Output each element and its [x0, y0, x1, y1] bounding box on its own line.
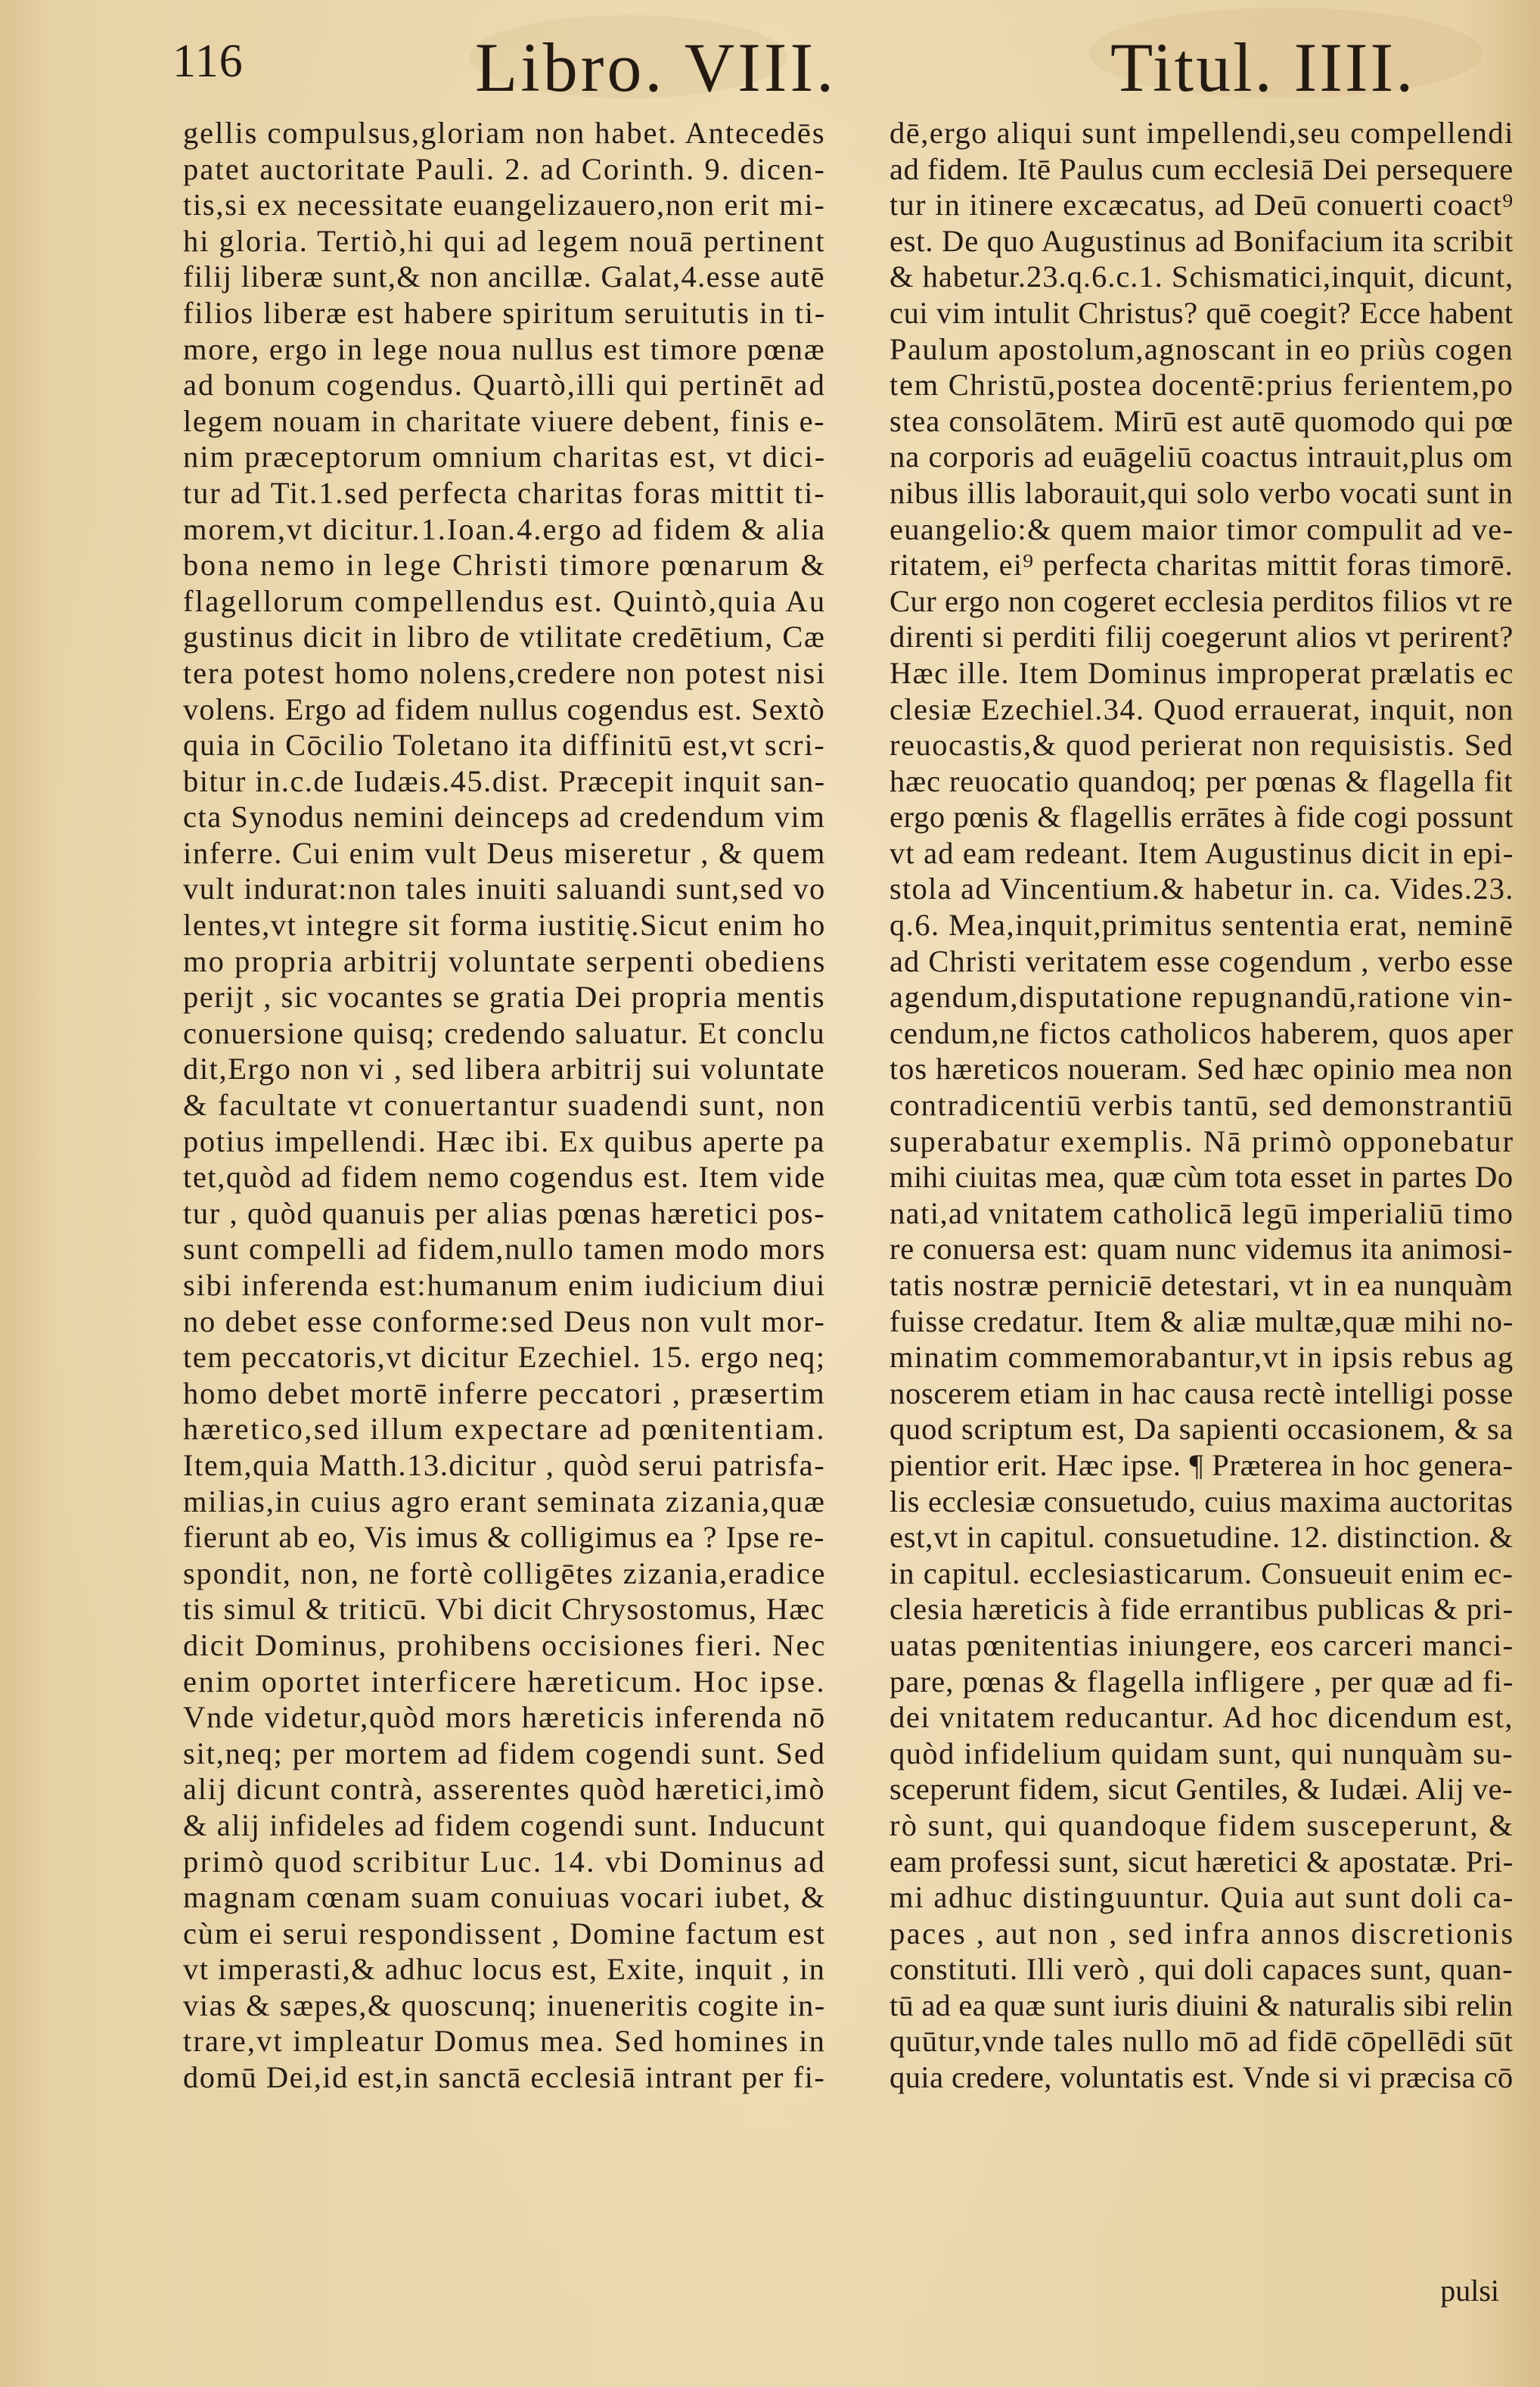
running-head-title: Titul. IIII. [1110, 29, 1416, 106]
text-line: gustinus dicit in libro de vtilitate credētium, Cæ [183, 620, 826, 654]
text-line: dē,ergo aliqui sunt impellendi,seu compellendi [890, 116, 1514, 150]
text-line: fuisse credatur. Item & aliæ multæ,quæ mihi no- [890, 1304, 1514, 1338]
text-line: vias & sæpes,& quoscunq; inueneritis cogite in- [183, 1988, 826, 2022]
text-line: filios liberæ est habere spiritum seruitutis in ti- [183, 295, 827, 330]
text-line: tis,si ex necessitate euangelizauero,non erit mi- [183, 188, 826, 222]
text-line: conuersione quisq; credendo saluatur. Et conclu [183, 1015, 826, 1050]
text-line: bitur in.c.de Iudæis.45.dist. Præcepit inquit san- [183, 763, 826, 798]
text-line: mihi ciuitas mea, quæ cùm tota esset in partes Do [890, 1160, 1514, 1195]
text-line: Paulum apostolum,agnoscant in eo priùs cogen [890, 331, 1514, 366]
text-line: cui vim intulit Christus? quē coegit? Ecce habent [890, 295, 1514, 330]
text-line: nati,ad vnitatem catholicā legū imperialiū timo [890, 1195, 1514, 1230]
text-line: hæretico,sed illum expectare ad pœnitentiam. [183, 1412, 827, 1447]
text-line: bona nemo in lege Christi timore pœnarum & [183, 548, 827, 583]
text-line: & alij infideles ad fidem cogendi sunt. Inducunt [183, 1807, 826, 1842]
text-line: sibi inferenda est:humanum enim iudicium diui [183, 1268, 827, 1302]
text-line: spondit, non, ne fortè colligētes zizania,eradice [183, 1556, 827, 1590]
text-line: ad Christi veritatem esse cogendum , verbo esse [890, 943, 1514, 978]
text-line: paces , aut non , sed infra annos discretionis [890, 1916, 1515, 1950]
text-line: tur ad Tit.1.sed perfecta charitas foras mittit ti- [183, 475, 826, 510]
text-line: pare, pœnas & flagella infligere , per quæ ad fi- [890, 1664, 1514, 1699]
text-line: lis ecclesiæ consuetudo, cuius maxima auctoritas [890, 1484, 1514, 1518]
text-line: Item,quia Matth.13.dicitur , quòd serui patrisfa- [183, 1447, 826, 1482]
text-line: rò sunt, qui quandoque fidem susceperunt, & [890, 1807, 1515, 1842]
text-line: sunt compelli ad fidem,nullo tamen modo mors [183, 1232, 827, 1267]
text-line: dit,Ergo non vi , sed libera arbitrij sui voluntate [183, 1052, 826, 1086]
text-line: ritatem, ei⁹ perfecta charitas mittit foras timorē. [890, 548, 1514, 583]
text-line: tur , quòd quanuis per alias pœnas hæretici pos- [183, 1195, 826, 1230]
text-line: Hæc ille. Item Dominus improperat prælatis ec [890, 655, 1514, 690]
text-line: quia credere, voluntatis est. Vnde si vi præcisa cō [890, 2060, 1514, 2095]
text-line: direnti si perditi filij coegerunt alios vt perirent? [890, 620, 1514, 654]
text-line: tem Christū,postea docentē:prius ferientem,po [890, 368, 1514, 402]
text-line: euangelio:& quem maior timor compulit ad ve- [890, 511, 1514, 546]
text-line: nibus illis laborauit,qui solo verbo vocati sunt in [890, 475, 1514, 510]
text-line: & facultate vt conuertantur suadendi sunt, non [183, 1088, 827, 1123]
text-line: & habetur.23.q.6.c.1. Schismatici,inquit, dicunt, [890, 260, 1514, 294]
text-line: vt imperasti,& adhuc locus est, Exite, inquit , in [183, 1952, 826, 1987]
text-line: na corporis ad euāgeliū coactus intrauit,plus om [890, 440, 1514, 474]
text-line: ad bonum cogendus. Quartò,illi qui pertinēt ad [183, 368, 826, 402]
text-line: morem,vt dicitur.1.Ioan.4.ergo ad fidem & alia [183, 511, 827, 546]
text-line: tū ad ea quæ sunt iuris diuini & naturalis sibi relin [890, 1988, 1514, 2022]
text-line: est. De quo Augustinus ad Bonifacium ita scribit [890, 223, 1514, 258]
text-line: reuocastis,& quod perierat non requisistis. Sed [890, 728, 1514, 763]
text-line: tera potest homo nolens,credere non potest nisi [183, 655, 827, 690]
text-line: noscerem etiam in hac causa rectè intelligi posse [890, 1375, 1514, 1410]
text-line: tos hæreticos noueram. Sed hæc opinio mea non [890, 1052, 1514, 1086]
text-line: quod scriptum est, Da sapienti occasionem, & sa [890, 1412, 1514, 1447]
text-line: sceperunt fidem, sicut Gentiles, & Iudæi. Alij ve- [890, 1772, 1514, 1807]
text-line: tis simul & triticū. Vbi dicit Chrysostomus, Hæc [183, 1592, 825, 1627]
text-line: magnam cœnam suam conuiuas vocari iubet, & [183, 1880, 827, 1915]
text-line: hi gloria. Tertiò,hi qui ad legem nouā pertinent [183, 223, 826, 258]
text-line: tem peccatoris,vt dicitur Ezechiel. 15. ergo neq; [183, 1340, 826, 1375]
text-line: volens. Ergo ad fidem nullus cogendus est. Sextò [183, 692, 825, 726]
text-line: filij liberæ sunt,& non ancillæ. Galat,4.esse autē [183, 260, 825, 294]
text-line: tatis nostræ perniciē detestari, vt in ea nunquàm [890, 1268, 1514, 1302]
text-line: vult indurat:non tales inuiti saluandi sunt,sed vo [183, 872, 826, 906]
text-line: potius impellendi. Hæc ibi. Ex quibus aperte pa [183, 1124, 826, 1158]
text-line: superabatur exemplis. Nā primò opponebatur [890, 1124, 1515, 1158]
text-line: eam professi sunt, sicut hæretici & apostatæ. Pri- [890, 1844, 1514, 1879]
text-line: legem nouam in charitate viuere debent, finis e- [183, 403, 826, 438]
text-line: mo propria arbitrij voluntate serpenti obediens [183, 943, 827, 978]
text-line: ergo pœnis & flagellis errātes à fide cogi possunt [890, 800, 1514, 835]
text-line: lentes,vt integre sit forma iustitię.Sicut enim ho [183, 908, 826, 943]
text-line: stea consolātem. Mirū est autē quomodo qui pœ [890, 403, 1514, 438]
text-line: patet auctoritate Pauli. 2. ad Corinth. 9. dicen- [183, 151, 826, 186]
text-line: inferre. Cui enim vult Deus miseretur , & quem [183, 835, 827, 870]
text-line: clesia hæreticis à fide errantibus publicas & pri- [890, 1592, 1514, 1627]
text-line: primò quod scribitur Luc. 14. vbi Dominus ad [183, 1844, 827, 1879]
text-line: tur in itinere excæcatus, ad Deū conuerti coact⁹ [890, 188, 1514, 222]
text-line: contradicentiū verbis tantū, sed demonstrantiū [890, 1088, 1514, 1123]
text-line: re conuersa est: quam nunc videmus ita animosi- [890, 1232, 1514, 1267]
text-line: domū Dei,id est,in sanctā ecclesiā intrant per fi- [183, 2060, 826, 2095]
text-line: minatim commemorabantur,vt in ipsis rebus ag [890, 1340, 1514, 1375]
text-line: agendum,disputatione repugnandū,ratione vin- [890, 980, 1514, 1015]
text-line: quia in Cōcilio Toletano ita diffinitū est,vt scri- [183, 728, 826, 763]
text-line: Cur ergo non cogeret ecclesia perditos filios vt re [890, 583, 1514, 618]
text-line: uatas pœnitentias iniungere, eos carceri manci- [890, 1627, 1514, 1662]
text-line: pientior erit. Hæc ipse. ¶ Præterea in hoc genera- [890, 1447, 1514, 1482]
text-line: q.6. Mea,inquit,primitus sententia erat, neminē [890, 908, 1514, 943]
text-line: sit,neq; per mortem ad fidem cogendi sunt. Sed [183, 1736, 826, 1770]
text-line: homo debet mortē inferre peccatori , præsertim [183, 1375, 826, 1410]
text-line: quòd infidelium quidam sunt, qui nunquàm su- [890, 1736, 1514, 1770]
catchword: pulsi [1440, 2274, 1499, 2308]
text-line: milias,in cuius agro erant seminata zizania,quæ [183, 1484, 826, 1518]
text-line: perijt , sic vocantes se gratia Dei propria mentis [183, 980, 826, 1015]
text-line: fierunt ab eo, Vis imus & colligimus ea ? Ipse re- [183, 1520, 825, 1555]
text-line: more, ergo in lege noua nullus est timore pœnæ [183, 331, 826, 366]
page-header [0, 14, 1540, 104]
text-line: quūtur,vnde tales nullo mō ad fidē cōpellēdi sūt [890, 2024, 1514, 2059]
text-line: clesiæ Ezechiel.34. Quod errauerat, inquit, non [890, 692, 1514, 726]
text-line: mi adhuc distinguuntur. Quia aut sunt doli ca- [890, 1880, 1515, 1915]
text-line: dei vnitatem reducantur. Ad hoc dicendum est, [890, 1700, 1514, 1735]
text-line: vt ad eam redeant. Item Augustinus dicit in epi- [890, 835, 1514, 870]
text-line: no debet esse conforme:sed Deus non vult mor- [183, 1304, 826, 1338]
text-line: cùm ei serui respondissent , Domine factum est [183, 1916, 826, 1950]
text-line: alij dicunt contrà, asserentes quòd hæretici,imò [183, 1772, 826, 1807]
running-head-book: Libro. VIII. [475, 29, 837, 106]
text-line: cendum,ne fictos catholicos haberem, quos aper [890, 1015, 1514, 1050]
text-line: est,vt in capitul. consuetudine. 12. distinction. & [890, 1520, 1514, 1555]
text-line: in capitul. ecclesiasticarum. Consueuit enim ec- [890, 1556, 1514, 1590]
text-line: stola ad Vincentium.& habetur in. ca. Vides.23. [890, 872, 1514, 906]
text-line: ad fidem. Itē Paulus cum ecclesiā Dei persequere [890, 151, 1514, 186]
text-line: trare,vt impleatur Domus mea. Sed homines in [183, 2024, 826, 2059]
text-line: tet,quòd ad fidem nemo cogendus est. Item vide [183, 1160, 826, 1195]
text-line: Vnde videtur,quòd mors hæreticis inferenda nō [183, 1700, 827, 1735]
right-text-column [890, 115, 1513, 2096]
text-line: flagellorum compellendus est. Quintò,quia Au [183, 583, 827, 618]
text-line: hæc reuocatio quandoq; per pœnas & flagella fit [890, 763, 1514, 798]
text-line: nim præceptorum omnium charitas est, vt dici- [183, 440, 827, 474]
text-line: dicit Dominus, prohibens occisiones fieri. Nec [183, 1627, 827, 1662]
text-line: constituti. Illi verò , qui doli capaces sunt, quan- [890, 1952, 1514, 1987]
left-text-column [183, 115, 827, 2096]
text-line: enim oportet interficere hæreticum. Hoc ipse. [183, 1664, 827, 1699]
folio-number: 116 [172, 36, 244, 87]
text-line: gellis compulsus,gloriam non habet. Antecedēs [183, 116, 826, 150]
text-line: cta Synodus nemini deinceps ad credendum vim [183, 800, 826, 835]
